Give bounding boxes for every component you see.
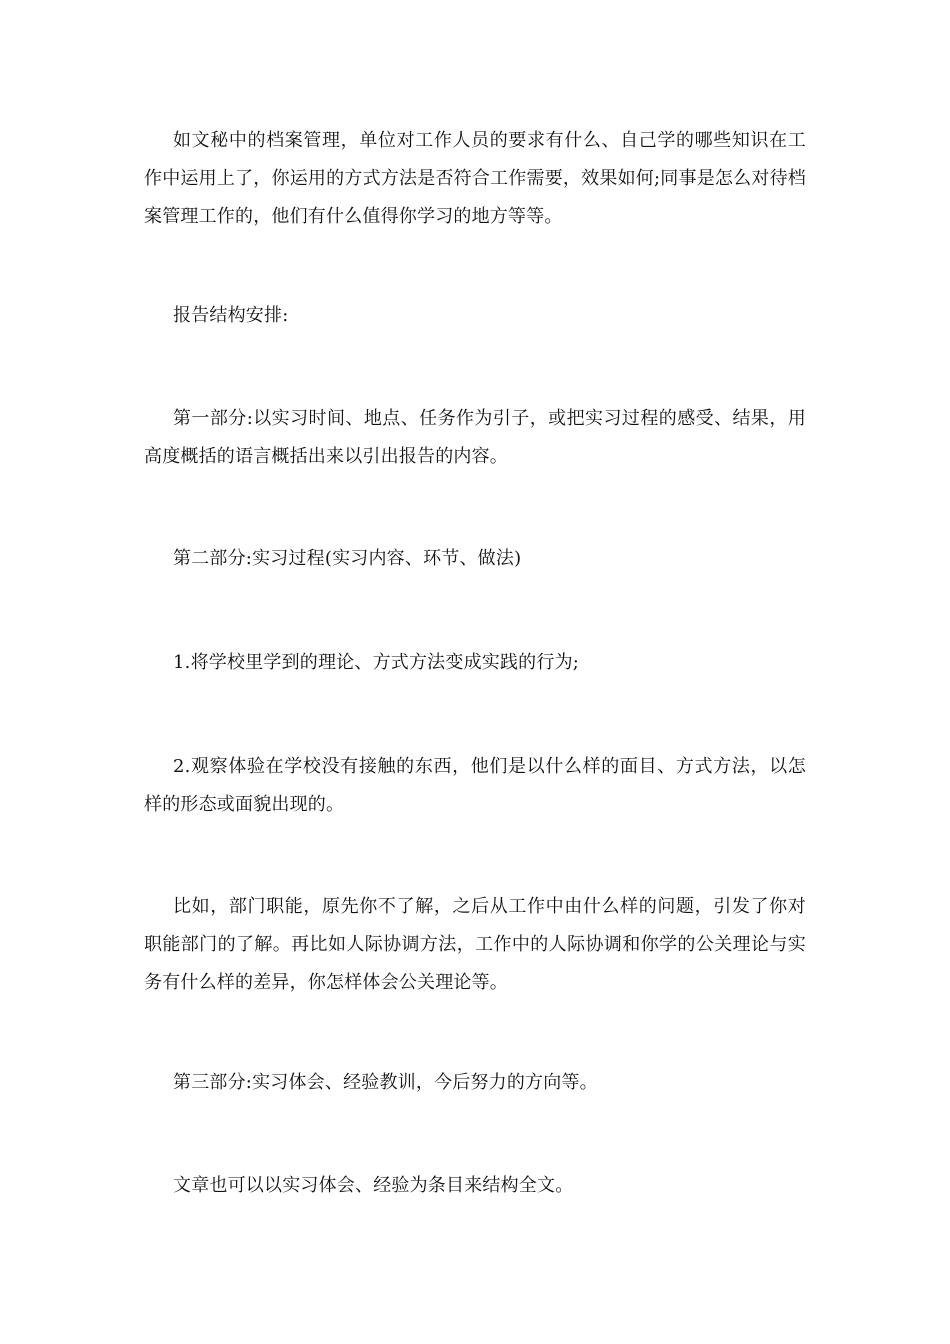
paragraph-item-two: 2.观察体验在学校没有接触的东西，他们是以什么样的面目、方式方法，以怎样的形态或面貌出现的。 bbox=[144, 756, 806, 815]
paragraph-archive-management: 如文秘中的档案管理，单位对工作人员的要求有什么、自己学的哪些知识在工作中运用上了，你运用的方式方法是否符合工作需要，效果如何;同事是怎么对待档案管理工作的，他们有什么值得你学习的地方等等。 bbox=[144, 130, 806, 227]
paragraph-item-one: 1.将学校里学到的理论、方式方法变成实践的行为; bbox=[173, 652, 580, 673]
paragraph-report-structure-heading: 报告结构安排: bbox=[173, 305, 289, 326]
paragraph-part-two: 第二部分:实习过程(实习内容、环节、做法) bbox=[173, 548, 522, 569]
paragraph-closing: 文章也可以以实习体会、经验为条目来结构全文。 bbox=[173, 1175, 574, 1196]
paragraph-part-one: 第一部分:以实习时间、地点、任务作为引子，或把实习过程的感受、结果，用高度概括的语言概括出来以引出报告的内容。 bbox=[144, 408, 806, 467]
paragraph-example: 比如，部门职能，原先你不了解，之后从工作中由什么样的问题，引发了你对职能部门的了解。再比如人际协调方法，工作中的人际协调和你学的公关理论与实务有什么样的差异，你怎样体会公关理论等。 bbox=[144, 896, 806, 993]
paragraph-part-three: 第三部分:实习体会、经验教训，今后努力的方向等。 bbox=[173, 1072, 598, 1093]
